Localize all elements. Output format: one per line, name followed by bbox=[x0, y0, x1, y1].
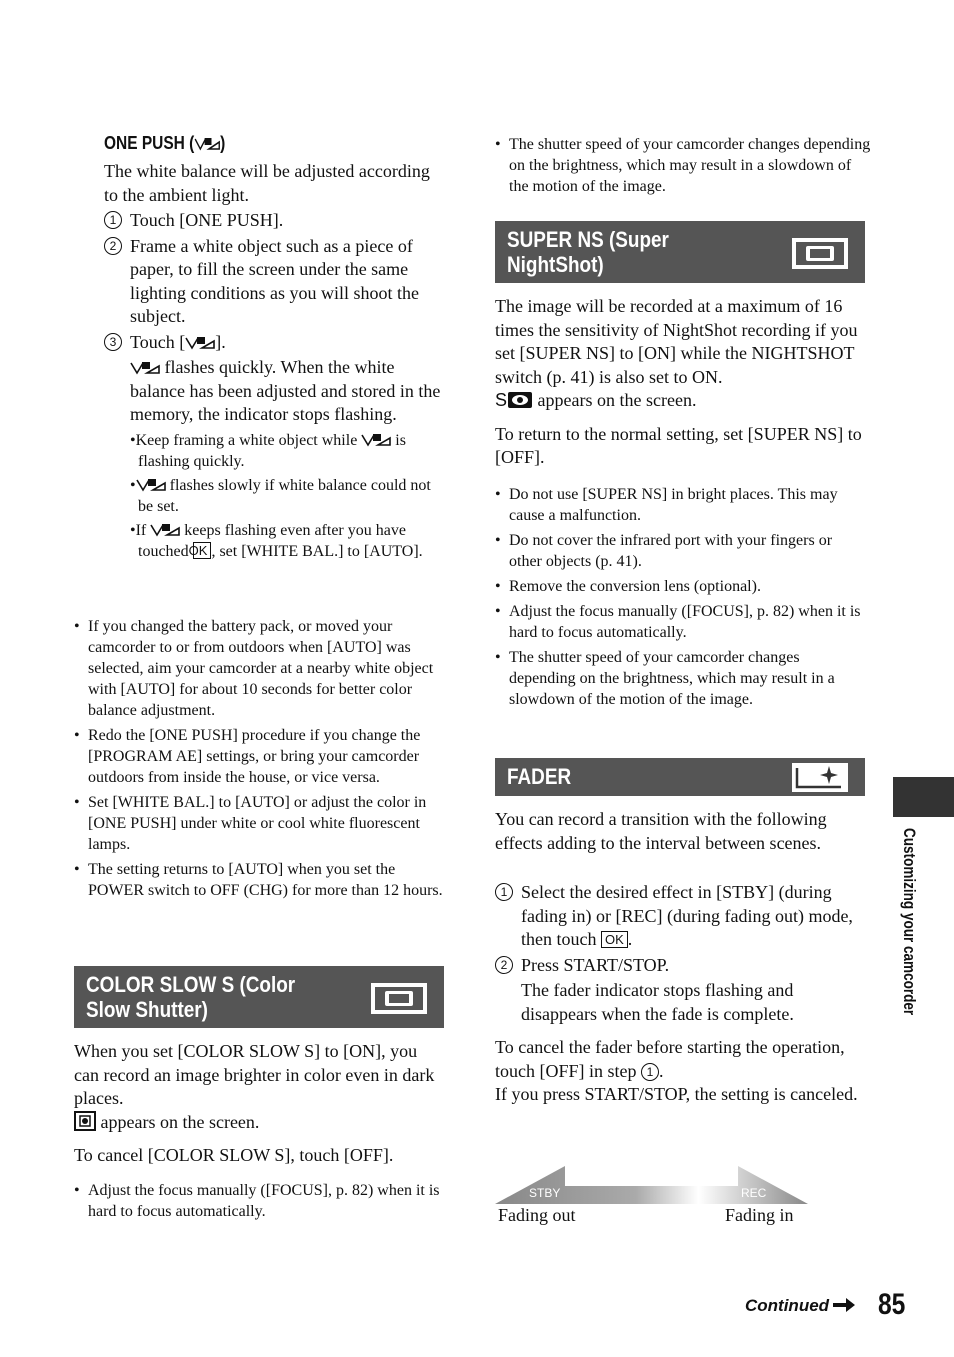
fader-step-2: 2 Press START/STOP. bbox=[495, 954, 865, 978]
super-ns-return: To return to the normal setting, set [SUPER NS] to [OFF]. bbox=[495, 423, 862, 467]
movie-mode-icon bbox=[791, 237, 849, 270]
one-push-step-2: 2 Frame a white object such as a piece of paper, to fill the screen under the same lighting conditions as you will shoot the subject. bbox=[104, 235, 444, 329]
note-item: • The shutter speed of your camcorder changes depending on the brightness, which may result in a slowdown of the motion of the image. bbox=[495, 647, 861, 710]
step-number: 3 bbox=[104, 333, 122, 351]
banner-title: COLOR SLOW S (Color bbox=[86, 972, 296, 997]
fader-banner bbox=[495, 758, 865, 796]
note-item: • The setting returns to [AUTO] when you set the POWER switch to OFF (CHG) for more than 12 hours. bbox=[74, 859, 444, 901]
super-ns-banner bbox=[495, 221, 865, 283]
fading-in-label: Fading in bbox=[725, 1205, 794, 1225]
fader-step-1: 1 Select the desired effect in [STBY] (during fading in) or [REC] (during fading out) mode, then touch OK . bbox=[495, 881, 865, 952]
step-number: 1 bbox=[495, 883, 513, 901]
color-slow-appears: appears on the screen. bbox=[74, 1111, 444, 1135]
stby-label: STBY bbox=[529, 1186, 561, 1200]
banner-title: Slow Shutter) bbox=[86, 997, 208, 1022]
footer-continued bbox=[745, 1296, 855, 1316]
ok-button-glyph: OK bbox=[193, 542, 212, 559]
one-push-intro: The white balance will be adjusted according to the ambient light. bbox=[104, 161, 430, 205]
note-item: • Do not use [SUPER NS] in bright places. This may cause a malfunction. bbox=[495, 484, 861, 526]
fader-step-2-detail: The fader indicator stops flashing and disappears when the fade is complete. bbox=[521, 980, 794, 1024]
super-ns-icon-letter: S bbox=[495, 390, 508, 410]
fader-press-note: If you press START/STOP, the setting is canceled. bbox=[495, 1084, 858, 1104]
one-push-wb-icon bbox=[194, 135, 220, 151]
fader-cancel: To cancel the fader before starting the operation, touch [OFF] in step 1 . bbox=[495, 1037, 845, 1081]
note-item: • If you changed the battery pack, or moved your camcorder to or from outdoors when [AUTO] was selected, aim your camcorder at a nearby white object with [AUTO] for about 10 seconds for better color balance adjustment. bbox=[74, 616, 444, 721]
note-item: • Do not cover the infrared port with your fingers or other objects (p. 41). bbox=[495, 530, 861, 572]
subnote: • flashes slowly if white balance could not be set. bbox=[130, 476, 431, 515]
fading-out-label: Fading out bbox=[498, 1205, 576, 1225]
side-tab-label-wrap bbox=[898, 828, 918, 1078]
note-item: • Remove the conversion lens (optional). bbox=[495, 576, 861, 597]
one-push-step-3: 3 Touch [ ]. bbox=[104, 331, 444, 355]
movie-mode-icon bbox=[370, 982, 428, 1015]
fader-body: You can record a transition with the following effects adding to the interval between scenes. 1 Select the desired effect in [STBY] (during fading in) or [REC] (during fading out) mode, then touch OK . 2 Press START/STOP. The fader indicator stops flashing and disappears when the fade is complete. To cancel the fader before starting the operation, touch [OFF] in step 1 . If you press START/STOP, the setting is canceled. bbox=[495, 808, 865, 1107]
note-item: • Adjust the focus manually ([FOCUS], p. 82) when it is hard to focus automatically. bbox=[74, 1180, 444, 1222]
subnote: •Keep framing a white object while is flashing quickly. bbox=[130, 431, 406, 470]
nightshot-icon bbox=[507, 391, 533, 409]
continued-label: Continued bbox=[745, 1296, 830, 1315]
step-number: 2 bbox=[104, 237, 122, 255]
note-item: • The shutter speed of your camcorder changes depending on the brightness, which may result in a slowdown of the motion of the image. bbox=[495, 134, 871, 197]
one-push-heading: ONE PUSH ( ) bbox=[104, 133, 226, 153]
side-tab-label: Customizing your camcorder bbox=[900, 828, 918, 1016]
step-number: 1 bbox=[641, 1063, 659, 1081]
banner-title: FADER bbox=[507, 764, 572, 789]
rec-label: REC bbox=[741, 1186, 767, 1200]
arrow-right-icon bbox=[833, 1298, 855, 1312]
note-item: • Set [WHITE BAL.] to [AUTO] or adjust the color in [ONE PUSH] under white or cool white fluorescent lamps. bbox=[74, 792, 444, 855]
one-push-wb-icon bbox=[150, 521, 180, 537]
section-tab-marker bbox=[893, 777, 954, 817]
color-slow-shutter-icon bbox=[74, 1111, 96, 1131]
step-number: 2 bbox=[495, 956, 513, 974]
subnote: •If keeps flashing even after you have touched OK , set [WHITE BAL.] to [AUTO]. bbox=[130, 521, 423, 560]
fader-icon bbox=[791, 762, 849, 793]
one-push-step-1: 1 Touch [ONE PUSH]. bbox=[104, 209, 444, 233]
super-ns-body: The image will be recorded at a maximum of 16 times the sensitivity of NightShot recording if you set [SUPER NS] to [ON] while the NIGHTSHOT switch (p. 41) is also set to ON. S appears on the screen. To return to the normal setting, set [SUPER NS] to [OFF]. • Do not use [SUPER NS] in bright places. This may cause a malfunction. • Do not cover the infrared port with your fingers or other objects (p. 41). • Remove the conversion lens (optional). • Adjust the focus manually ([FOCUS], p. 82) when it is hard to focus automatically. • The shutter speed of your camcorder changes depending on the brightness, which may result in a slowdown of the motion of the image. bbox=[495, 295, 865, 710]
white-balance-notes bbox=[74, 616, 444, 901]
one-push-wb-icon bbox=[136, 476, 166, 492]
note-item: • Redo the [ONE PUSH] procedure if you change the [PROGRAM AE] settings, or bring your camcorder outdoors from inside the house, or vice versa. bbox=[74, 725, 444, 788]
banner-title: NightShot) bbox=[507, 252, 604, 277]
one-push-flash-text: flashes quickly. When the white balance has been adjusted and stored in the memory, the indicator stops flashing. bbox=[130, 357, 441, 424]
note-item: • Adjust the focus manually ([FOCUS], p. 82) when it is hard to focus automatically. bbox=[495, 601, 861, 643]
one-push-wb-icon bbox=[361, 431, 391, 447]
one-push-wb-icon bbox=[185, 334, 215, 350]
color-slow-body: When you set [COLOR SLOW S] to [ON], you can record an image brighter in color even in dark places. appears on the screen. To cancel [COLOR SLOW S], touch [OFF]. • Adjust the focus manually ([FOCUS], p. 82) when it is hard to focus automatically. bbox=[74, 1040, 444, 1222]
color-slow-banner bbox=[74, 966, 444, 1028]
step-number: 1 bbox=[104, 211, 122, 229]
banner-title: SUPER NS (Super bbox=[507, 227, 669, 252]
color-slow-cancel: To cancel [COLOR SLOW S], touch [OFF]. bbox=[74, 1145, 394, 1165]
super-ns-appears: S appears on the screen. bbox=[495, 390, 697, 410]
one-push-subnotes bbox=[104, 430, 444, 562]
super-ns-notes bbox=[495, 484, 861, 710]
page-number: 85 bbox=[878, 1288, 906, 1321]
ok-button-glyph: OK bbox=[601, 931, 628, 948]
fader-diagram bbox=[495, 1164, 815, 1244]
one-push-wb-icon bbox=[130, 359, 160, 375]
